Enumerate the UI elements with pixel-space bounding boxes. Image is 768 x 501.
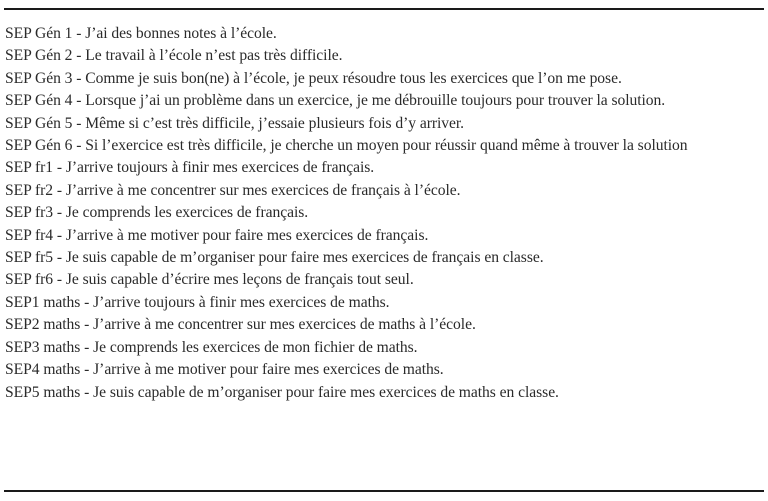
item-sep5-maths: SEP5 maths - Je suis capable de m’organiser pour faire mes exercices de maths en classe. <box>5 383 559 401</box>
item-sep-gen-5: SEP Gén 5 - Même si c’est très difficile, j’essaie plusieurs fois d’y arriver. <box>5 114 465 132</box>
item-sep-gen-3: SEP Gén 3 - Comme je suis bon(ne) à l’école, je peux résoudre tous les exercices que l’on me pose. <box>5 69 622 87</box>
questionnaire-items-table <box>4 8 764 492</box>
item-sep1-maths: SEP1 maths - J’arrive toujours à finir mes exercices de maths. <box>5 293 390 311</box>
item-sep3-maths: SEP3 maths - Je comprends les exercices de mon fichier de maths. <box>5 338 418 356</box>
item-sep-fr1: SEP fr1 - J’arrive toujours à finir mes exercices de français. <box>5 159 375 177</box>
item-sep-gen-6: SEP Gén 6 - Si l’exercice est très difficile, je cherche un moyen pour réussir quand même à trouver la solution <box>5 137 688 155</box>
item-sep-gen-2: SEP Gén 2 - Le travail à l’école n’est pas très difficile. <box>5 47 343 65</box>
item-sep-gen-1: SEP Gén 1 - J’ai des bonnes notes à l’école. <box>5 25 277 42</box>
item-sep-fr6: SEP fr6 - Je suis capable d’écrire mes leçons de français tout seul. <box>5 271 414 289</box>
item-sep2-maths: SEP2 maths - J’arrive à me concentrer sur mes exercices de maths à l’école. <box>5 316 476 334</box>
item-sep-gen-4: SEP Gén 4 - Lorsque j’ai un problème dans un exercice, je me débrouille toujours pour trouver la solution. <box>5 92 666 110</box>
item-sep4-maths: SEP4 maths - J’arrive à me motiver pour faire mes exercices de maths. <box>5 361 444 379</box>
item-sep-fr5: SEP fr5 - Je suis capable de m’organiser pour faire mes exercices de français en classe. <box>5 249 544 267</box>
item-sep-fr4: SEP fr4 - J’arrive à me motiver pour faire mes exercices de français. <box>5 226 429 244</box>
item-sep-fr2: SEP fr2 - J’arrive à me concentrer sur mes exercices de français à l’école. <box>5 181 461 199</box>
item-sep-fr3: SEP fr3 - Je comprends les exercices de français. <box>5 204 309 222</box>
